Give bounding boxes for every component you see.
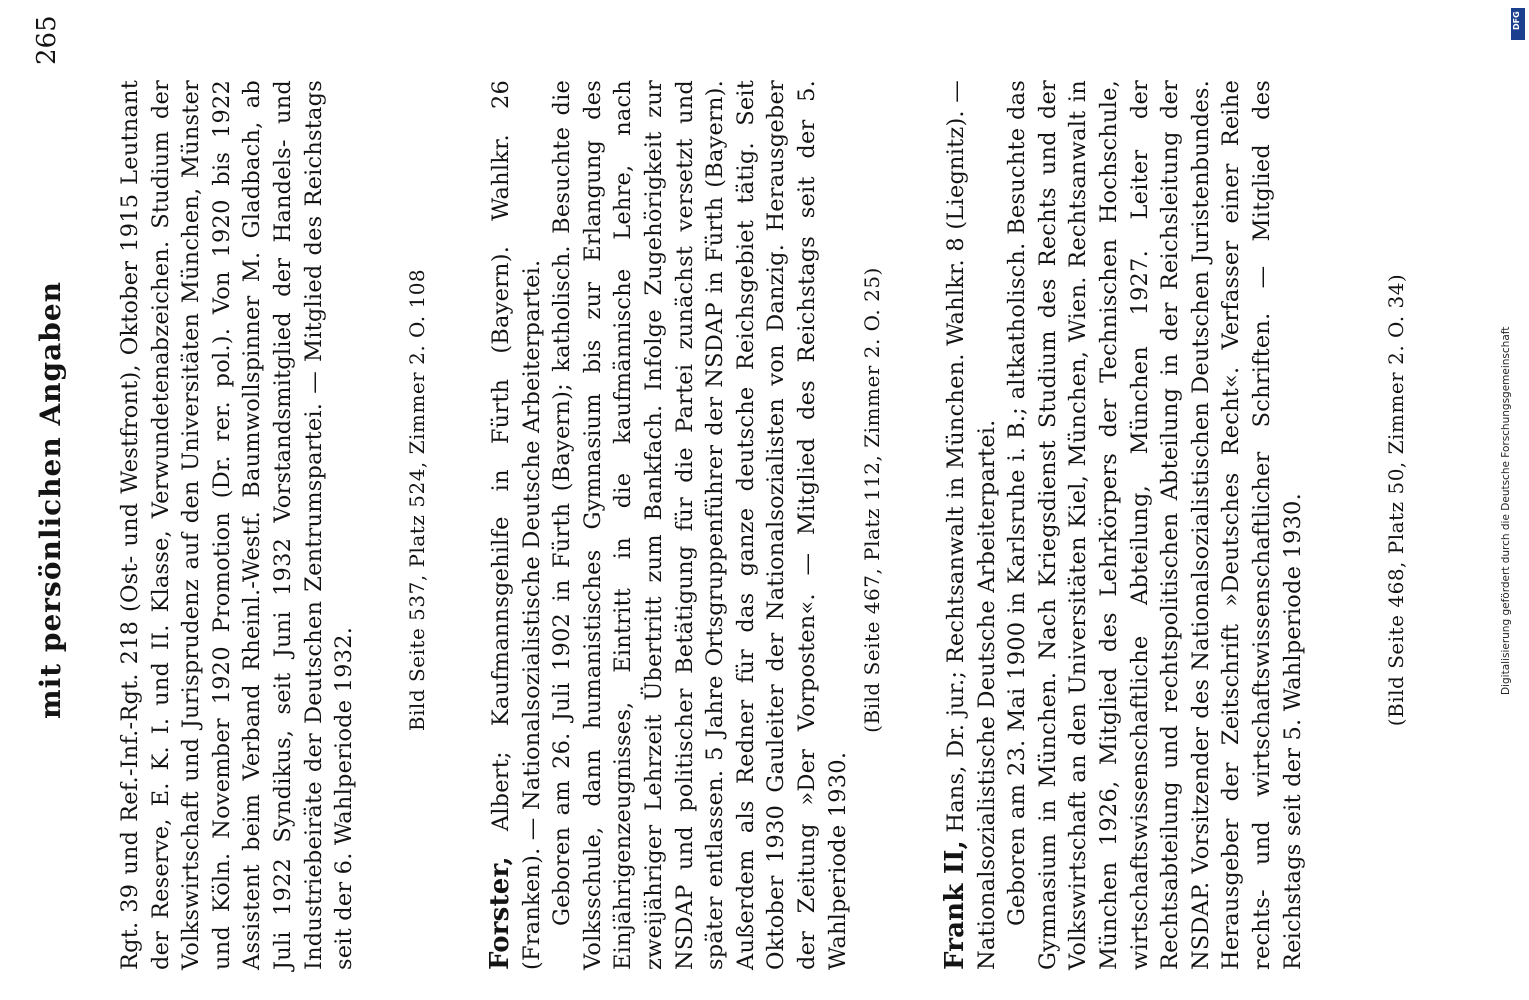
running-title: mit persönlichen Angaben <box>34 280 67 720</box>
entry-heading <box>485 80 547 970</box>
photo-caption: (Bild Seite 468, Platz 50, Zimmer 2. O. 34) <box>1384 273 1408 727</box>
entry-text: Rgt. 39 und Ref.-Inf.-Rgt. 218 (Ost- und Westfront), Oktober 1915 Leutnant der Reserve, E. K. I. und II. Klasse, Verwundetenabzeichen. Studium der Volkswirtschaft und Jurisprudenz auf den Universitäten München, Münster und Köln. November 1920 Promotion (Dr. rer. pol.). Von 1920 bis 1922 Assistent beim Verband Rheinl.-Westf. Baumwollspinner M. Gladbach, ab Juli 1922 Syndikus, seit Juni 1932 Vorstandsmitglied der Handels- und Industriebeiräte der Deutschen Zentrumspartei. — Mitglied des Reichstags seit der 6. Wahlperiode 1932. <box>117 80 358 970</box>
entry-text: Geboren am 23. Mai 1900 in Karlsruhe i. B.; altkatholisch. Besuchte das Gymnasium in München. Nach Kriegsdienst Studium des Rechts und der Volkswirtschaft an den Universitäten Kiel, München, Wien. Rechtsanwalt in München 1926, Mitglied des Lehrkörpers der Technischen Hochschule, wirtschaftswissenschaftliche Abteilung, München 1927. Leiter der Rechtsabteilung und rechtspolitischen Abteilung in der Reichsleitung der NSDAP. Vorsitzender des Nationalsozialistischen Deutschen Juristenbundes. Herausgeber der Zeitschrift »Deutsches Recht«. Verfasser einer Reihe rechts- und wirtschaftswissenschaftlicher Schriften. — Mitglied des Reichstags seit der 5. Wahlperiode 1930. <box>1004 80 1306 970</box>
entry-heading <box>940 80 1002 970</box>
entry-text: Geboren am 26. Juli 1902 in Fürth (Bayern); katholisch. Besuchte die Volksschule, dann humanistisches Gymnasium bis zur Erlangung des Einjährigenzeugnisses, Eintritt in die kaufmännische Lehre, nach zweijähriger Lehrzeit Übertritt zum Bankfach. Infolge Zugehörigkeit zur NSDAP und politischer Betätigung für die Partei zunächst versetzt und später entlassen. 5 Jahre Ortsgruppenführer der NSDAP in Fürth (Bayern). Außerdem als Redner für das ganze deutsche Reichsgebiet tätig. Seit Oktober 1930 Gauleiter der Nationalsozialisten von Danzig. Herausgeber der Zeitung »Der Vorposten«. — Mitglied des Reichstags seit der 5. Wahlperiode 1930. <box>549 80 851 970</box>
entry-name: Forster, <box>485 856 515 970</box>
digitization-credit: Digitalisierung gefördert durch die Deutsche Forschungsgemeinschaft <box>1500 326 1512 695</box>
page-header <box>28 0 68 1000</box>
entry-head-text: Albert; Kaufmannsgehilfe in Fürth (Bayern). Wahlkr. 26 (Franken). — Nationalsozialistische Deutsche Arbeiterpartei. <box>488 80 545 970</box>
photo-caption: Bild Seite 537, Platz 524, Zimmer 2. O. 108 <box>405 268 429 732</box>
page-number: 265 <box>32 15 62 65</box>
dfg-logo-text: DFG <box>1512 11 1521 30</box>
entry-head-text: Hans, Dr. jur.; Rechtsanwalt in München. Wahlkr. 8 (Liegnitz). — Nationalsozialistische Deutsche Arbeiterpartei. <box>943 80 1000 970</box>
biography-entry-frank <box>940 80 1308 970</box>
biography-entry-continued <box>115 80 360 970</box>
photo-caption: (Bild Seite 467, Platz 112, Zimmer 2. O. 25) <box>860 267 884 733</box>
entry-name: Frank II, <box>940 840 970 970</box>
biography-entry-forster <box>485 80 853 970</box>
